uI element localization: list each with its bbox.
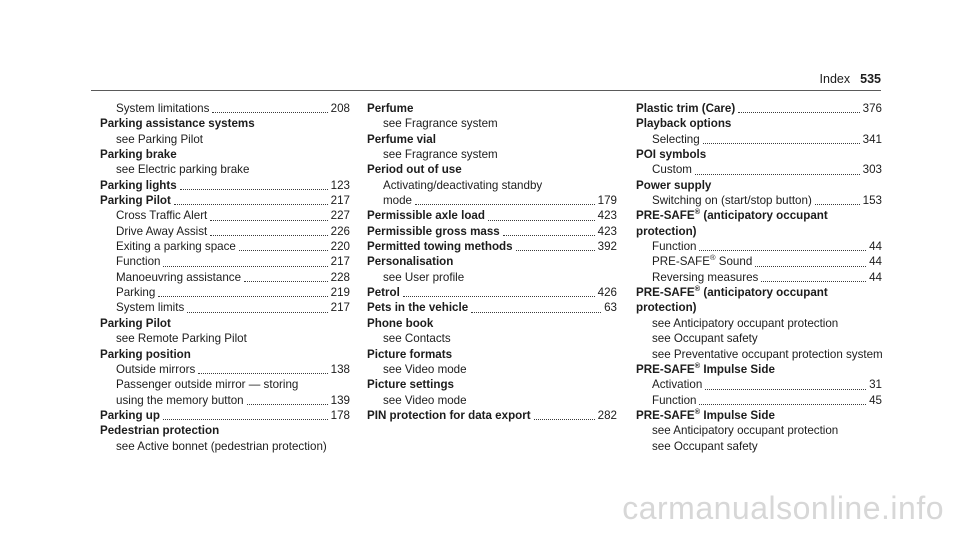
leader-dots (210, 235, 327, 236)
page-reference: 423 (597, 209, 617, 223)
leader-dots (239, 250, 328, 251)
entry-text (636, 285, 828, 300)
registered-mark: ® (709, 253, 716, 263)
index-subentry (367, 362, 617, 377)
entry-label: Perfume vial (367, 132, 436, 146)
page-reference: 138 (330, 362, 350, 376)
page-reference: 217 (330, 255, 350, 269)
index-subentry (636, 254, 882, 269)
entry-text (116, 393, 244, 408)
entry-label: Picture formats (367, 347, 453, 361)
entry-text (116, 331, 247, 346)
entry-text (116, 132, 203, 147)
entry-label-suffix: (anticipatory occupant (700, 209, 828, 223)
entry-text (652, 423, 838, 438)
entry-text (367, 300, 468, 315)
index-entry (636, 116, 882, 131)
entry-label: Exiting a parking space (116, 240, 236, 254)
entry-label: see Preventative occupant protection system (652, 347, 883, 361)
entry-label: see Video mode (383, 393, 467, 407)
index-subentry (100, 254, 350, 269)
entry-label: PRE-SAFE (636, 209, 695, 223)
entry-label: mode (383, 194, 413, 208)
entry-label: Custom (652, 163, 692, 177)
entry-label: protection) (636, 224, 697, 238)
entry-label: Passenger outside mirror — storing (116, 378, 299, 392)
index-entry (100, 178, 350, 193)
entry-label: see Active bonnet (pedestrian protection) (116, 439, 327, 453)
section-title: Index (819, 72, 851, 86)
page-header (820, 71, 881, 87)
index-subentry (636, 423, 882, 438)
page-reference: 44 (869, 270, 882, 284)
entry-label: protection) (636, 301, 697, 315)
entry-text (367, 132, 436, 147)
leader-dots (471, 312, 601, 313)
entry-text (636, 116, 731, 131)
entry-text (383, 178, 542, 193)
index-subentry (636, 239, 882, 254)
entry-text (367, 162, 462, 177)
index-subentry (367, 178, 617, 193)
page-reference: 179 (597, 194, 617, 208)
entry-label: PRE-SAFE (636, 286, 695, 300)
registered-mark: ® (694, 407, 701, 417)
index-subentry (367, 147, 617, 162)
index-entry (367, 347, 617, 362)
entry-label: Permissible axle load (367, 209, 485, 223)
entry-label: see Electric parking brake (116, 163, 250, 177)
leader-dots (210, 220, 327, 221)
page-reference: 153 (862, 194, 882, 208)
entry-label: Function (116, 255, 161, 269)
index-subentry (100, 132, 350, 147)
entry-text (383, 362, 467, 377)
index-subentry (367, 393, 617, 408)
index-subentry (100, 285, 350, 300)
entry-text (652, 316, 838, 331)
entry-text (636, 408, 775, 423)
index-entry (367, 408, 617, 423)
index-subentry (367, 331, 617, 346)
entry-label: see Occupant safety (652, 332, 758, 346)
entry-label: PRE-SAFE (652, 255, 710, 269)
entry-label: see Anticipatory occupant protection (652, 424, 839, 438)
index-entry (636, 300, 882, 315)
entry-label: Parking assistance systems (100, 117, 255, 131)
entry-label: System limits (116, 301, 185, 315)
entry-text (652, 254, 752, 269)
entry-text (116, 439, 327, 454)
leader-dots (699, 250, 866, 251)
leader-dots (703, 143, 860, 144)
entry-label: System limitations (116, 102, 210, 115)
entry-text (100, 178, 177, 193)
entry-text (116, 239, 236, 254)
entry-label: PRE-SAFE (636, 408, 695, 422)
index-subentry (636, 377, 882, 392)
entry-text (367, 239, 513, 254)
index-subentry (100, 377, 350, 392)
entry-label: Perfume (367, 102, 414, 115)
page-reference: 226 (330, 224, 350, 238)
entry-label: using the memory button (116, 393, 244, 407)
entry-label: Manoeuvring assistance (116, 270, 242, 284)
index-entry (636, 408, 882, 423)
leader-dots (212, 112, 327, 113)
index-column-1 (100, 101, 350, 454)
leader-dots (503, 235, 595, 236)
index-entry (367, 254, 617, 269)
page-reference: 341 (862, 132, 882, 146)
leader-dots (761, 281, 866, 282)
entry-text (636, 300, 697, 315)
page-reference: 217 (330, 301, 350, 315)
entry-text (116, 362, 195, 377)
entry-text (100, 408, 160, 423)
leader-dots (415, 204, 595, 205)
index-entry (367, 377, 617, 392)
entry-label: Permitted towing methods (367, 240, 513, 254)
index-entry (367, 162, 617, 177)
leader-dots (247, 404, 328, 405)
index-entry (367, 316, 617, 331)
entry-label: see Occupant safety (652, 439, 758, 453)
leader-dots (534, 419, 595, 420)
entry-text (116, 101, 209, 116)
index-subentry (100, 393, 350, 408)
leader-dots (738, 112, 859, 113)
entry-label: Activating/deactivating standby (383, 178, 543, 192)
page-reference: 392 (597, 240, 617, 254)
entry-label: Function (652, 240, 697, 254)
entry-label: Drive Away Assist (116, 224, 208, 238)
page-reference: 376 (862, 102, 882, 115)
entry-text (116, 270, 241, 285)
entry-label-suffix: Impulse Side (700, 408, 775, 422)
page-number: 535 (860, 72, 881, 86)
entry-text (383, 147, 498, 162)
entry-label: Playback options (636, 117, 732, 131)
entry-label: Switching on (start/stop button) (652, 194, 812, 208)
entry-text (636, 101, 735, 116)
index-entry (367, 300, 617, 315)
index-subentry (636, 316, 882, 331)
entry-label: Function (652, 393, 697, 407)
entry-label: Parking lights (100, 178, 177, 192)
index-subentry (100, 331, 350, 346)
entry-text (636, 362, 775, 377)
entry-label: Parking (116, 286, 156, 300)
entry-label: Personalisation (367, 255, 454, 269)
entry-label: Parking Pilot (100, 316, 171, 330)
entry-text (100, 116, 255, 131)
index-subentry (636, 347, 882, 362)
entry-label-suffix: Sound (715, 255, 753, 269)
index-entry (367, 239, 617, 254)
page-reference: 208 (330, 102, 350, 115)
entry-text (636, 224, 697, 239)
leader-dots (187, 312, 327, 313)
entry-label: Parking brake (100, 148, 177, 162)
index-entry (636, 178, 882, 193)
entry-text (116, 224, 207, 239)
page-reference: 44 (869, 255, 882, 269)
entry-label: PRE-SAFE (636, 362, 695, 376)
index-subentry (367, 116, 617, 131)
entry-text (383, 116, 498, 131)
index-subentry (636, 270, 882, 285)
leader-dots (163, 419, 328, 420)
page-reference: 217 (330, 194, 350, 208)
entry-text (652, 377, 702, 392)
index-entry (100, 423, 350, 438)
page-reference: 139 (330, 393, 350, 407)
leader-dots (158, 296, 327, 297)
index-entry (636, 208, 882, 223)
index-subentry (100, 270, 350, 285)
entry-text (383, 331, 451, 346)
entry-label: Power supply (636, 178, 712, 192)
index-subentry (636, 393, 882, 408)
entry-text (100, 347, 191, 362)
entry-text (652, 270, 758, 285)
entry-label: see Video mode (383, 362, 467, 376)
registered-mark: ® (694, 284, 701, 294)
entry-text (116, 208, 207, 223)
index-subentry (100, 300, 350, 315)
index-subentry (636, 439, 882, 454)
page-reference: 423 (597, 224, 617, 238)
entry-text (100, 193, 171, 208)
index-entry (367, 285, 617, 300)
index-entry (636, 147, 882, 162)
entry-text (367, 377, 454, 392)
page-reference: 220 (330, 240, 350, 254)
entry-label-suffix: Impulse Side (700, 362, 775, 376)
entry-label: see User profile (383, 270, 465, 284)
entry-text (100, 316, 171, 331)
index-subentry (367, 193, 617, 208)
leader-dots (174, 204, 328, 205)
index-subentry (100, 362, 350, 377)
entry-text (116, 254, 160, 269)
leader-dots (180, 189, 328, 190)
entry-label: Petrol (367, 286, 400, 300)
entry-text (652, 193, 812, 208)
entry-text (652, 393, 696, 408)
entry-label: see Fragrance system (383, 148, 498, 162)
entry-label: Parking Pilot (100, 194, 171, 208)
entry-text (367, 101, 413, 116)
index-subentry (100, 239, 350, 254)
entry-label: Activation (652, 378, 703, 392)
entry-text (652, 331, 758, 346)
entry-label: Selecting (652, 132, 700, 146)
entry-text (636, 147, 706, 162)
index-entry (367, 224, 617, 239)
entry-text (636, 208, 828, 223)
entry-text (636, 178, 711, 193)
leader-dots (755, 266, 866, 267)
entry-label: Cross Traffic Alert (116, 209, 208, 223)
entry-text (652, 239, 696, 254)
entry-label: Permissible gross mass (367, 224, 500, 238)
entry-text (116, 162, 249, 177)
index-entry (636, 224, 882, 239)
leader-dots (705, 389, 866, 390)
entry-text (100, 423, 219, 438)
registered-mark: ® (694, 207, 701, 217)
entry-text (383, 393, 467, 408)
index-entry (100, 193, 350, 208)
entry-label: Phone book (367, 316, 434, 330)
index-entry (100, 316, 350, 331)
page-reference: 63 (604, 301, 617, 315)
entry-text (367, 224, 500, 239)
entry-label: see Anticipatory occupant protection (652, 316, 839, 330)
entry-text (383, 193, 412, 208)
page-reference: 303 (862, 163, 882, 177)
index-subentry (636, 331, 882, 346)
index-subentry (100, 162, 350, 177)
index-entry (100, 347, 350, 362)
page-reference: 31 (869, 378, 882, 392)
page-reference: 426 (597, 286, 617, 300)
page-reference: 123 (330, 178, 350, 192)
entry-text (116, 300, 184, 315)
entry-label: see Fragrance system (383, 117, 498, 131)
entry-label: Reversing measures (652, 270, 759, 284)
entry-text (367, 408, 531, 423)
index-entry (100, 116, 350, 131)
leader-dots (244, 281, 328, 282)
registered-mark: ® (694, 360, 701, 370)
entry-label: Period out of use (367, 163, 462, 177)
page-reference: 219 (330, 286, 350, 300)
entry-text (367, 316, 433, 331)
entry-label: Pedestrian protection (100, 424, 220, 438)
index-subentry (367, 270, 617, 285)
entry-text (116, 285, 155, 300)
index-subentry (100, 101, 350, 116)
leader-dots (699, 404, 866, 405)
index-entry (367, 208, 617, 223)
index-entry (367, 101, 617, 116)
entry-label: Plastic trim (Care) (636, 102, 736, 115)
index-subentry (636, 193, 882, 208)
entry-text (652, 439, 758, 454)
entry-label: POI symbols (636, 148, 707, 162)
index-subentry (100, 439, 350, 454)
entry-text (116, 377, 298, 392)
index-entry (100, 408, 350, 423)
leader-dots (516, 250, 595, 251)
entry-label: Picture settings (367, 378, 454, 392)
entry-text (652, 132, 700, 147)
entry-label: PIN protection for data export (367, 408, 531, 422)
watermark: carmanualsonline.info (622, 490, 944, 526)
entry-text (652, 347, 883, 362)
index-entry (367, 132, 617, 147)
leader-dots (488, 220, 595, 221)
page-reference: 282 (597, 408, 617, 422)
index-entry (100, 147, 350, 162)
entry-text (367, 208, 485, 223)
page-reference: 44 (869, 240, 882, 254)
entry-label: see Parking Pilot (116, 132, 203, 146)
page-reference: 45 (869, 393, 882, 407)
index-entry (636, 285, 882, 300)
entry-label: Parking up (100, 408, 160, 422)
entry-text (100, 147, 177, 162)
entry-label: see Remote Parking Pilot (116, 332, 247, 346)
entry-text (367, 254, 453, 269)
leader-dots (403, 296, 595, 297)
leader-dots (695, 174, 860, 175)
page-reference: 228 (330, 270, 350, 284)
index-column-3 (636, 101, 882, 454)
entry-label-suffix: (anticipatory occupant (700, 286, 828, 300)
page-reference: 178 (330, 408, 350, 422)
entry-text (652, 162, 692, 177)
entry-label: Parking position (100, 347, 191, 361)
index-entry (636, 101, 882, 116)
page-reference: 227 (330, 209, 350, 223)
entry-text (367, 285, 400, 300)
entry-text (367, 347, 452, 362)
index-subentry (100, 208, 350, 223)
entry-label: Outside mirrors (116, 362, 196, 376)
entry-text (383, 270, 464, 285)
index-subentry (636, 132, 882, 147)
index-entry (636, 362, 882, 377)
leader-dots (163, 266, 327, 267)
entry-label: Pets in the vehicle (367, 301, 469, 315)
leader-dots (815, 204, 860, 205)
entry-label: see Contacts (383, 332, 451, 346)
leader-dots (198, 373, 327, 374)
index-subentry (636, 162, 882, 177)
index-column-2 (367, 101, 617, 423)
index-subentry (100, 224, 350, 239)
header-rule (91, 90, 881, 91)
